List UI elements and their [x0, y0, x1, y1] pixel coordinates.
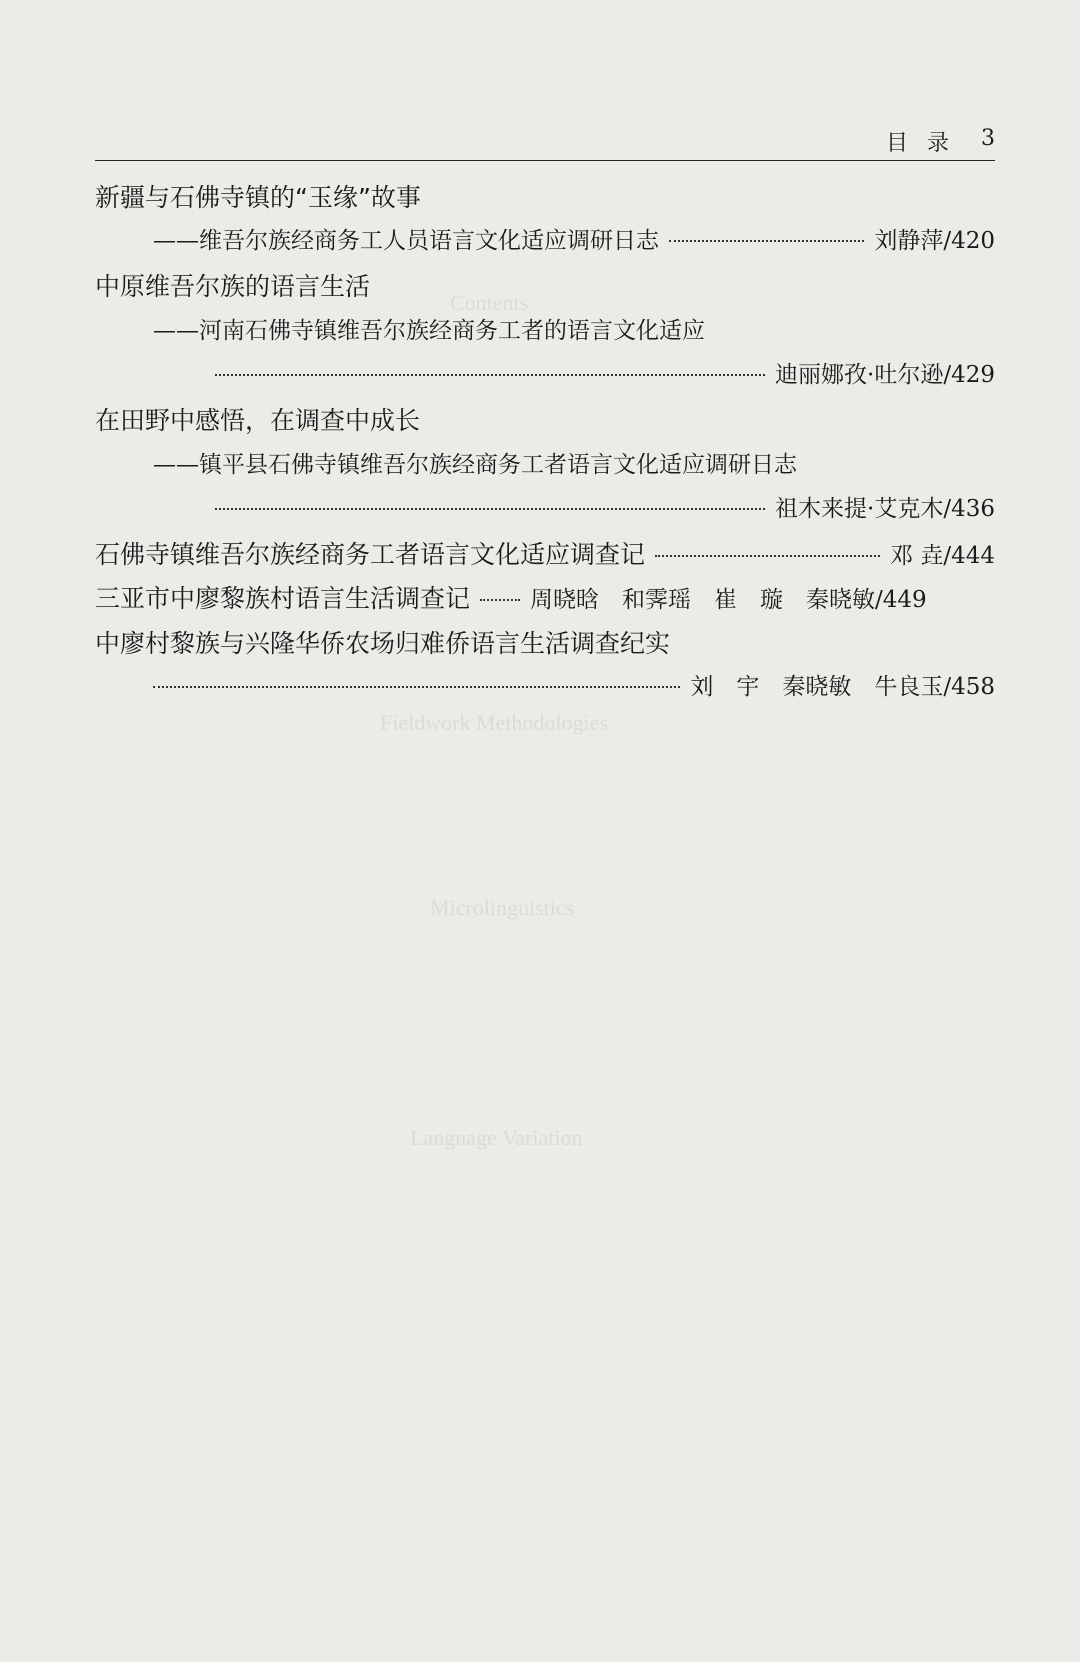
toc-entry-page: /449	[875, 587, 927, 613]
toc-entry-line[interactable]	[95, 579, 995, 619]
toc-entry-subtitle[interactable]: ——镇平县石佛寺镇维吾尔族经商务工者语言文化适应调研日志	[153, 452, 797, 478]
toc-entry-subtitle: ——维吾尔族经商务工人员语言文化适应调研日志	[153, 228, 659, 254]
toc-entry-page: /436	[943, 496, 995, 522]
toc-entry-title[interactable]: 新疆与石佛寺镇的“玉缘”故事	[95, 183, 421, 212]
show-through-text: Fieldwork Methodologies	[380, 710, 608, 735]
toc-entry-title[interactable]: 中原维吾尔族的语言生活	[95, 272, 371, 301]
toc-entry-author: 祖木来提·艾克木	[775, 496, 944, 522]
toc-entry-author: 刘 宇 秦晓敏 牛良玉	[690, 674, 944, 700]
dot-leader	[480, 599, 520, 601]
toc-entry-title[interactable]: 中廖村黎族与兴隆华侨农场归难侨语言生活调查纪实	[95, 629, 671, 658]
toc-entry-page: /458	[943, 674, 995, 700]
show-through-text: Language Variation	[410, 1125, 583, 1150]
toc-entry-page: /429	[943, 362, 995, 388]
toc-entry-title: 三亚市中廖黎族村语言生活调查记	[95, 584, 471, 613]
toc-entry-author: 邓 垚	[890, 543, 944, 569]
toc-entry-page: /444	[943, 543, 995, 569]
show-through-text: Microlinguistics	[430, 895, 575, 920]
dot-leader	[669, 240, 864, 242]
running-head: 目 录	[886, 131, 955, 156]
toc-entry-author: 迪丽娜孜·吐尔逊	[775, 362, 944, 388]
dot-leader	[215, 374, 765, 376]
dot-leader	[655, 555, 880, 557]
page-number: 3	[981, 126, 995, 151]
toc-entry-author: 刘静萍	[874, 228, 944, 254]
dot-leader	[153, 686, 680, 688]
toc-entry-leader-line[interactable]	[153, 668, 995, 708]
toc-entry-leader-line[interactable]	[215, 356, 995, 396]
show-through-text: Contents	[450, 290, 529, 315]
toc-entry-leader-line[interactable]	[215, 490, 995, 530]
toc-entry-page: /420	[943, 228, 995, 254]
toc-entry-subtitle-line[interactable]	[153, 222, 995, 262]
toc-entry-title[interactable]: 在田野中感悟，在调查中成长	[95, 406, 421, 435]
toc-entry-line[interactable]	[95, 535, 995, 575]
page-header	[95, 118, 995, 161]
toc-entry-subtitle[interactable]: ——河南石佛寺镇维吾尔族经商务工者的语言文化适应	[153, 318, 705, 344]
toc-entry-title: 石佛寺镇维吾尔族经商务工者语言文化适应调查记	[95, 540, 646, 569]
toc-entry-author: 周晓晗 和霁瑶 崔 璇 秦晓敏	[530, 587, 876, 613]
dot-leader	[215, 508, 765, 510]
